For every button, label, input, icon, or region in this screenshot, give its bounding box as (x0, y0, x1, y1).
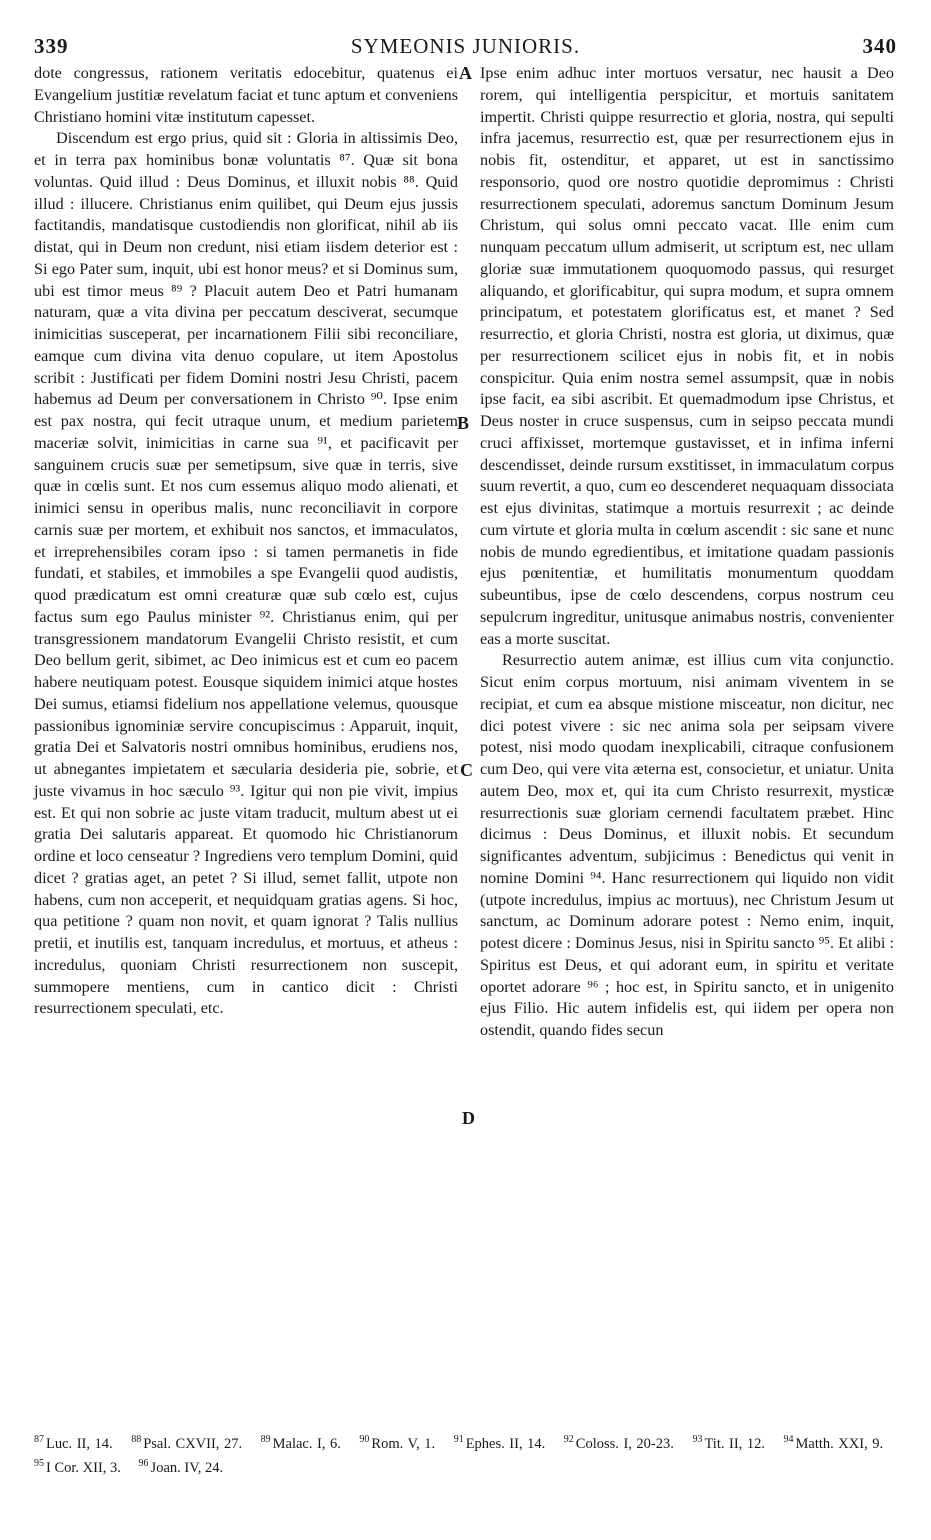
left-column (34, 63, 458, 1020)
running-title: SYMEONIS JUNIORIS. (350, 34, 581, 58)
footnotes (34, 1430, 897, 1478)
footnote-ref: Tit. II, 12. (704, 1435, 765, 1452)
footnote (454, 1436, 546, 1452)
left-paragraph-2: Discendum est ergo prius, quid sit : Gloria in altissimis Deo, et in terra pax hominibus bonæ voluntatis ⁸⁷. Quæ sit bona voluntas. Quid illud : Deus Dominus, et illuxit nobis ⁸⁸. Quid illud : illucere. Christianus enim quilibet, qui Deum ejus jussis factitandis, mandatisque custodiendis non glorificat, nihil ab iis distat, qui in Deum non credunt, nisi etiam iisdem deterior est : Si ego Pater sum, inquit, ubi est honor meus? et si Dominus sum, ubi est timor meus ⁸⁹ ? Placuit autem Deo et Patri humanam naturam, quæ a vita divina per peccatum desciverat, secumque inimicitias susceperat, per incarnationem Filii sibi reconciliare, eamque cum divina vita denuo copulare, ut item Apostolus scribit : Justificati per fidem Domini nostri Jesu Christi, pacem habemus ad Deum per conversationem in Christo ⁹⁰. Ipse enim est pax nostra, qui fecit utraque unum, et medium parietem maceriæ solvit, inimicitias in carne sua ⁹¹, et pacificavit per sanguinem crucis suæ per semetipsum, sive quæ in terris, sive quæ in cœlis sunt. Et nos cum essemus aliquo modo alienati, et inimici sensu in operibus malis, nunc reconciliavit in corpore carnis suæ per mortem, et exhibuit nos sanctos, et immaculatos, et irreprehensibiles coram ipso : si tamen permanetis in fide fundati, et stabiles, et immobiles a spe Evangelii quod audistis, quod prædicatum est omni creaturæ quæ sub cœlo est, cujus factus sum ego Paulus minister ⁹². Christianus enim, qui per transgressionem mandatorum Evangelii Christo resistit, et cum Deo bellum gerit, sibimet, ac Deo inimicus est et cum eo pacem habere neutiquam potest. Eousque siquidem inimici atque hostes Dei sumus, etiamsi fidelium nos appellatione velemus, quousque passionibus ignominiæ servire concupiscimus : Apparuit, inquit, gratia Dei et Salvatoris nostri omnibus hominibus, erudiens nos, ut abnegantes impietatem et sæcularia desideria pie, sobrie, et juste vivamus in hoc sæculo ⁹³. Igitur qui non pie vivit, impius est. Et qui non sobrie ac juste vitam traducit, multum abest ut ei gratia Dei salutaris appareat. Et quomodo hic Christianorum ordine et loco censeatur ? Ingrediens vero templum Domini, quid dicet ? gratias aget, an petet ? Si illud, semet fallit, utpote non habens, cum non acceperit, et nequidquam gratias agens. Si hoc, qua petitione ? quam non novit, et quam ignorat ? Talis nullius pretii, et inutilis est, tanquam incredulus, et mortuus, et atheus : incredulus, quoniam Christi resurrectionem non suscepit, summopere mentiens, cum in cantico dicit : Christi resurrectionem speculati, etc. (34, 129, 458, 1018)
footnote (131, 1436, 242, 1452)
page-header (34, 34, 897, 60)
footnote-number: 91 (453, 1434, 464, 1445)
footnote-ref: Matth. XXI, 9. (795, 1435, 884, 1452)
footnote-ref: Psal. CXVII, 27. (143, 1435, 243, 1452)
left-paragraph-1: dote congressus, rationem veritatis edocebitur, quatenus ei Evangelium justitiæ revelatum faciat et tunc aptum et conveniens Christiano homini vitæ institutum capesset. (34, 64, 458, 126)
right-paragraph-1: Ipse enim adhuc inter mortuos versatur, nec hausit a Deo rorem, qui intelligentia perspicitur, et mortuis sanitatem impertit. Christi quippe resurrectio et gloria, nostra, qui sepulti infra jacemus, resurrectio est, quæ per resurrectionem ejus in nobis fit, ostenditur, et apparet, ut est in sanctissimo responsorio, quod ore nostro quotidie depromimus : Christi resurrectionem speculati, adoremus sanctum Dominum Jesum Christum, qui solus omni peccato vacat. Ille enim cum nunquam peccatum ullum admiserit, ut scriptum est, nec ullam gloriæ suæ immutationem quoquomodo passus, qui resurget aliquando, et glorificabitur, qui supra modum, et supra omnem principatum, et potestatem glorificatus est, et manet ? Sed resurrectio, et gloria Christi, nostra est gloria, ut diximus, quæ per resurrectionem scilicet ejus in nobis fit, et in nobis conspicitur. Quia enim nostra semel assumpsit, quæ in nobis ipse facit, ea sibi ascribit. Et quemadmodum ipse Christus, et Deus noster in cruce suspensus, cum in seipso peccata mundi cruci affixisset, mortemque gustavisset, et in infima inferni descendisset, deinde rursum exstitisset, in immaculatum corpus suum revertit, a quo, cum eo descenderet nequaquam dissociata est ejus divinitas, statimque a mortuis resurrexit ; ac deinde cum virtute et gloria multa in cœlum ascendit : sic sane et nunc nobis de mundo egredientibus, et imitatione quadam passionis ejus pœnitentiæ, et humilitatis monumentum quoddam subeuntibus, ipse de cœlo descendens, corpus nostrum ceu sepulcrum ingreditur, unitusque animabus nostris, convenienter eas a morte suscitat. (480, 64, 894, 648)
footnote (784, 1436, 884, 1452)
footnote-ref: Luc. II, 14. (46, 1435, 113, 1452)
footnote-ref: Ephes. II, 14. (465, 1435, 546, 1452)
footnote (692, 1436, 765, 1452)
footnote-number: 90 (359, 1434, 370, 1445)
footnote-number: 96 (138, 1457, 149, 1469)
footnote (564, 1436, 674, 1452)
footnote-number: 93 (692, 1434, 703, 1445)
footnote-number: 94 (783, 1434, 794, 1445)
margin-marker-c: C (460, 760, 473, 780)
footnote (138, 1457, 224, 1476)
footnote (261, 1436, 341, 1452)
page-number-left: 339 (34, 34, 69, 58)
margin-marker-a: A (459, 63, 472, 83)
footnote (34, 1457, 121, 1476)
footnote-ref: Joan. IV, 24. (150, 1459, 224, 1476)
page-number-right: 340 (862, 34, 897, 58)
footnote-number: 89 (260, 1434, 271, 1445)
footnote-number: 92 (563, 1434, 574, 1445)
footnote-ref: Malac. I, 6. (272, 1435, 341, 1452)
margin-marker-d: D (462, 1108, 475, 1128)
footnote-ref: Coloss. I, 20-23. (575, 1435, 674, 1452)
right-column (480, 63, 894, 1042)
footnote-number: 88 (131, 1434, 142, 1445)
footnote (359, 1436, 435, 1452)
footnote-ref: I Cor. XII, 3. (46, 1459, 121, 1476)
footnote-number: 87 (34, 1434, 44, 1445)
footnote (34, 1436, 113, 1452)
right-paragraph-2: Resurrectio autem animæ, est illius cum vita conjunctio. Sicut enim corpus mortuum, nisi animam viventem in se recipiat, et cum ea absque mistione misceatur, non dicitur, nec dici potest vivere : sic nec anima sola per seipsam vivere potest, nisi modo quodam inexplicabili, citraque confusionem cum Deo, qui vere vita æterna est, consocietur, et uniatur. Unita autem Deo, mox et, qui ita cum Christo resurrexit, mysticæ resurrectionis suæ gloriam cernendi facultatem præbet. Hinc dicimus : Deus Dominus, et illuxit nobis. Et secundum significantes adventum, subjicimus : Benedictus qui venit in nomine Domini ⁹⁴. Hanc resurrectionem qui liquido non vidit (utpote incredulus, impius ac mortuus), nec Christum Jesum ut sanctum, ac Dominum adorare potest : Nemo enim, inquit, potest dicere : Dominus Jesus, nisi in Spiritu sancto ⁹⁵. Et alibi : Spiritus est Deus, et qui adorant eum, in spiritu et veritate oportet adorare ⁹⁶ ; hoc est, in Spiritu sancto, et in unigenito ejus Filio. Hic autem infidelis est, qui iidem per opera non ostendit, quando fides secun (480, 651, 894, 1039)
footnote-number: 95 (34, 1457, 44, 1469)
footnote-ref: Rom. V, 1. (371, 1435, 436, 1452)
margin-marker-b: B (457, 413, 470, 433)
